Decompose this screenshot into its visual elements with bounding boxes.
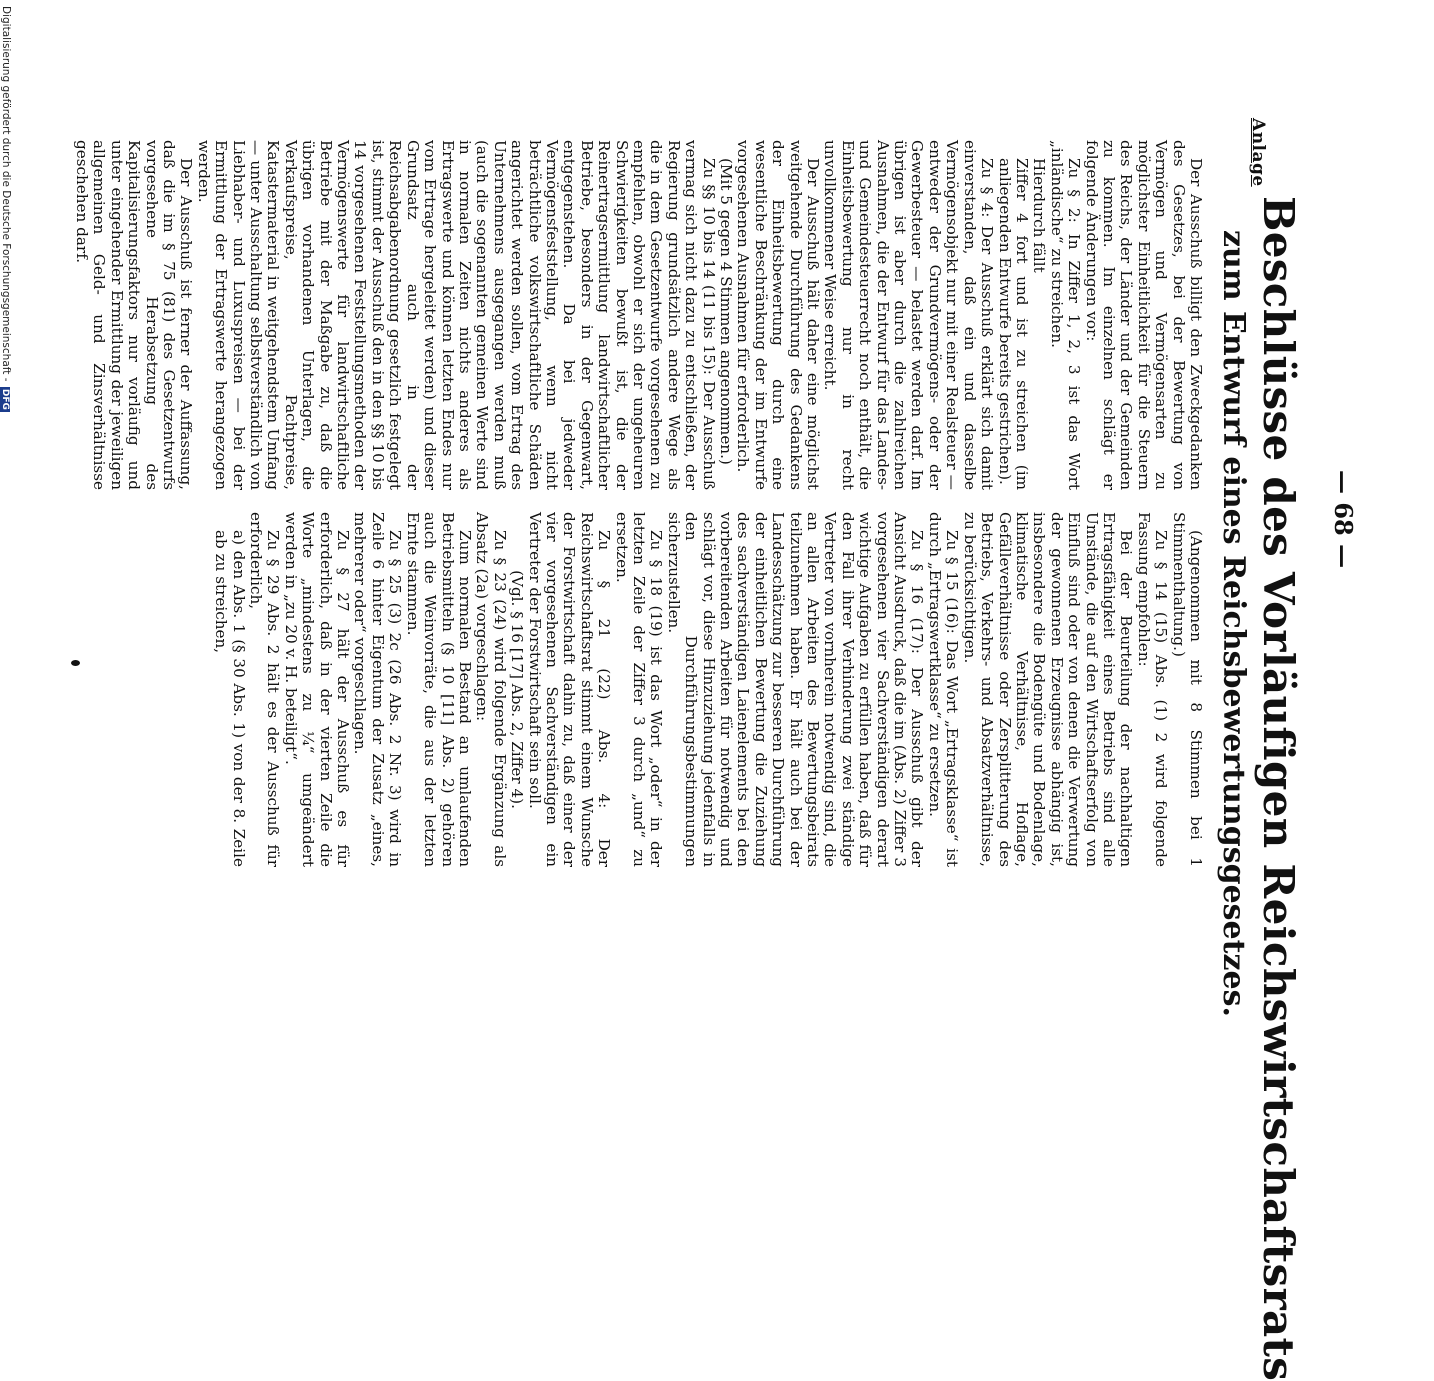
paragraph: (Mit 5 gegen 4 Stimmen angenommen.) [717,158,736,465]
paragraph: Der Ausschuß billigt den Zweckgedanken des Gesetzes, bei der Bewertung von Vermögen und Vermögensarten zu möglichster Einheitlichkeit für die Steuern des Reichs, der Länder und der Gemeinden zu kommen. Im einzelnen schlägt er folgende Änderungen vor: [1082,140,1205,490]
paragraph: Zu § 23 (24) wird folgende Ergänzung als Absatz (2a) vorgeschlagen: [473,512,509,867]
paragraph: Hierdurch fällt [1030,158,1049,273]
paragraph: Zu § 16 (17): Der Ausschuß gibt der Ansicht Ausdruck, daß die im (Abs. 2) Ziffer 3 vorgesehenen vier Sachverständigen derart wichtige Aufgaben zu erfüllen haben, daß für den Fall ihrer Verhinderung zwei ständige Vertreter von vornherein notwendig sind, die an allen Arbeiten des Bewertungsbeirats teilzunehmen haben. Er hält auch bei der Landesschätzung zur besseren Durchführung der einheitlichen Bewertung die Zuziehung des sachverständigen Laienelements bei den vorbereitenden Arbeiten für notwendig und schlägt vor, diese Hinzuziehung jedenfalls in den Durchführungsbestimmungen sicherzustellen. [664,512,927,867]
paragraph: Zu § 25 (3) 2c (26 Abs. 2 Nr. 3) wird in Zeile 6 hinter Eigentum der Zusatz „eines, mehrerer oder“ vorgeschlagen. [351,512,405,867]
paragraph: Zum normalen Bestand an umlaufenden Betriebsmitteln (§ 10 [11] Abs. 2) gehören auch die Weinvorräte, die aus der letzten Ernte stammen. [403,512,474,867]
paragraph: Zu §§ 10 bis 14 (11 bis 15): Der Ausschuß vermag sich nicht dazu zu entschließen, der Regierung grundsätzlich andere Wege als die in dem Gesetzentwurfe vorgesehenen zu empfehlen, obwohl er sich der ungeheuren Schwierigkeiten bewußt ist, die der Reinertragsermittlung landwirtschaftlicher Betriebe, besonders in der Gegenwart, entgegenstehen. Da bei jedweder Vermögensfeststellung, wenn nicht beträchtliche volkswirtschaftliche Schäden angerichtet werden sollen, vom Ertrag des Unternehmens ausgegangen werden muß (auch die sogenannten gemeinen Werte sind in normalen Zeiten nichts anderes als Ertragswerte und können letzten Endes nur vom Ertrage hergeleitet werden) und dieser Grundsatz auch in der Reichsabgabenordnung gesetzlich festgelegt ist, stimmt der Ausschuß den in den §§ 10 bis 14 vorgesehenen Feststellungsmethoden der Vermögenswerte für landwirtschaftliche Betriebe mit der Maßgabe zu, daß die übrigen vorhandenen Unterlagen, die Verkaufspreise, Pachtpreise, Katastermaterial in weitgehendstem Umfang — unter Ausschaltung selbstverständlich von Liebhaber- und Luxuspreisen — bei der Ermittlung der Ertragswerte herangezogen werden. [194,140,718,490]
paragraph: Zu § 2: In Ziffer 1, 2, 3 ist das Wort „inländische“ zu streichen. [1047,140,1084,490]
paragraph: a) den Abs. 1 (§ 30 Abs. 1) von der 8. Zeile ab zu streichen, [212,530,248,867]
paragraph: Zu § 21 (22) Abs. 4: Der Reichswirtschaftsrat stimmt einem Wunsche der Forstwirtschaft dahin zu, daß einer der vier vorgesehenen Sachverständigen ein Vertreter der Forstwirtschaft sein soll. [525,512,614,867]
document-title: Beschlüsse des Vorläufigen Reichswirtschaftsrats [1254,196,1303,1381]
paragraph: (Angenommen mit 8 Stimmen bei 1 Stimmenthaltung.) [1169,512,1205,867]
paragraph: Ziffer 4 fort und ist zu streichen (im anliegenden Entwurfe bereits gestrichen). [995,158,1031,490]
paragraph: Zu § 4: Der Ausschuß erklärt sich damit einverstanden, daß ein und dasselbe Vermögensobjekt nur mit einer Realsteuer — entweder der Grundvermögens- oder der Gewerbesteuer — belastet werden darf. Im übrigen ist aber durch die zahlreichen Ausnahmen, die der Entwurf für das Landes- und Gemeindesteuerrecht noch enthält, die Einheitsbewertung nur in recht unvollkommener Weise erreicht. [821,140,997,490]
document-subtitle: zum Entwurf eines Reichsbewertungsgesetzes. [1216,230,1251,1017]
paragraph: Zu § 27 hält der Ausschuß es für erforderlich, daß in der vierten Zeile die Worte „mindestens zu ¼“ umgeändert werden in „zu 20 v. H. beteiligt“. [281,512,353,867]
text-column-left [73,140,1204,490]
paragraph: Zu § 15 (16): Das Wort „Ertragsklasse“ ist durch „Ertragswertklasse“ zu ersetzen. [925,512,962,867]
paragraph: Zu § 18 (19) ist das Wort „oder“ in der letzten Zeile der Ziffer 3 durch „und“ zu ersetzen. [612,512,666,867]
dfg-logo: DFG [0,388,10,410]
digitization-footer [0,6,12,412]
page-number: — 68 — [1329,470,1358,569]
paragraph: Bei der Beurteilung der nachhaltigen Ertragsfähigkeit eines Betriebs sind alle Umstände, die auf den Wirtschaftserfolg von Einfluß sind oder von denen die Verwertung der gewonnenen Erzeugnisse abhängig ist, insbesondere die Bodengüte und Bodenlage, klimatische Verhältnisse, Hoflage, Gefälleverhältnisse oder Zersplitterung des Betriebs, Verkehrs- und Absatzverhältnisse, zu berücksichtigen. [960,512,1136,867]
paragraph: (Vgl. § 16 [17] Abs. 2, Ziffer 4). [508,570,527,809]
ink-speck [71,660,80,666]
footer-text: Digitalisierung gefördert durch die Deutsche Forschungsgemeinschaft - [0,6,12,382]
paragraph: Der Ausschuß hält daher eine möglichst weitgehende Durchführung des Gedankens der Einheitsbewertung durch eine wesentliche Beschränkung der im Entwurfe vorgesehenen Ausnahmen für erforderlich. [734,140,823,490]
paragraph: Zu § 14 (15) Abs. (1) 2 wird folgende Fassung empfohlen: [1134,512,1171,867]
paragraph: Zu § 29 Abs. 2 hält es der Ausschuß für erforderlich, [247,512,283,867]
paragraph: Der Ausschuß ist ferner der Auffassung, daß die im § 75 (81) des Gesetzentwurfs vorgesehene Herabsetzung des Kapitalisierungsfaktors nur vorläufig und unter eingehender Ermittlung der jeweiligen allgemeinen Geld- und Zinsverhältnisse geschehen darf. [73,140,196,490]
anlage-label: Anlage [1248,118,1268,187]
text-column-right [212,512,1204,867]
